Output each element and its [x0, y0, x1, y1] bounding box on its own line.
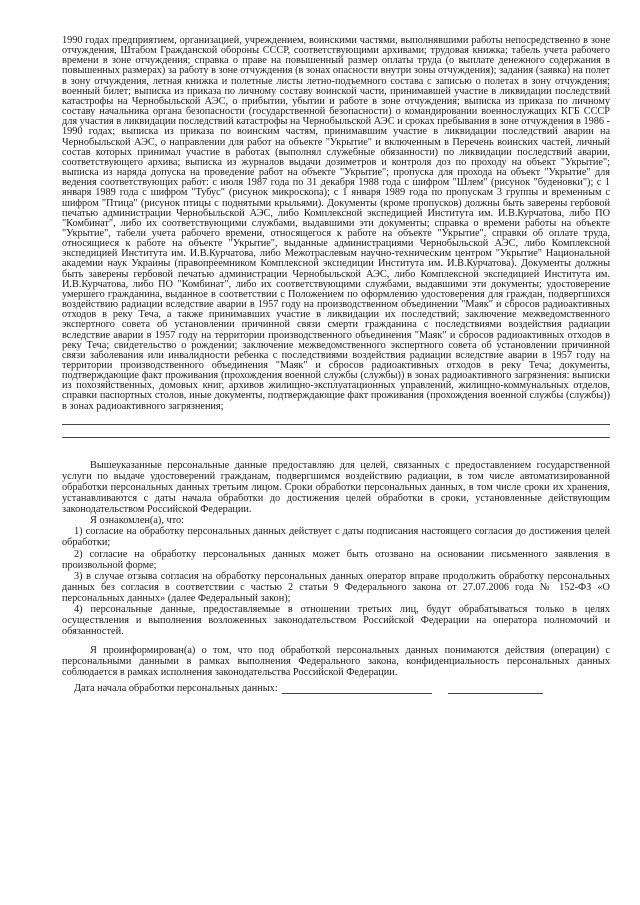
documents-list-section: [62, 36, 610, 438]
consent-item-3: 3) в случае отзыва согласия на обработку персональных данных оператор вправе продолжить обработку персональных данных без согласия в соответствии с частью 2 статьи 9 Федерального закона от 27.07.2006 года № 152-ФЗ «О персональных данных» (далее Федеральный закон);: [62, 570, 610, 604]
blank-fill-line-1[interactable]: [62, 414, 610, 425]
acknowledged-heading: Я ознакомлен(а), что:: [90, 515, 185, 527]
processing-date-field[interactable]: [282, 684, 432, 694]
consent-item-2: 2) согласие на обработку персональных данных может быть отозвано на основании письменного заявления в произвольной форме;: [62, 548, 610, 571]
document-page: [62, 36, 610, 694]
consent-item-1: 1) согласие на обработку персональных данных действует с даты подписания настоящего согласия до достижения целей обработки;: [62, 526, 610, 549]
consent-intro-paragraph: Вышеуказанные персональные данные предоставляю для целей, связанных с предоставлением государственной услуги по выдаче удостоверений гражданам, подвергшимся воздействию радиации, в том числе автоматизированной обработки персональных данных третьим лицом. Сроки обработки персональных данных, в том числе сроки их хранения, устанавливаются с даты начала обработки до достижения целей обработки в сроки, установленные действующим законодательством Российской Федерации.: [62, 459, 610, 516]
consent-section: [62, 460, 610, 694]
processing-date-row: [62, 683, 610, 694]
spacer: [62, 637, 610, 645]
blank-fill-line-2[interactable]: [62, 427, 610, 438]
consent-item-4: 4) персональные данные, предоставляемые в отношении третьих лиц, будут обрабатываться только в целях осуществления и выполнения возложенных законодательством Российской Федерации на оператора полномочий и обязанностей.: [62, 604, 610, 638]
informed-paragraph: Я проинформирован(а) о том, что под обработкой персональных данных понимаются действия (операции) с персональными данными в рамках выполнения Федерального закона, конфиденциальность персональных данных соблюдается в рамках исполнения законодательства Российской Федерации.: [62, 645, 610, 679]
signature-field[interactable]: [448, 684, 543, 694]
processing-date-label: Дата начала обработки персональных данных:: [74, 682, 278, 694]
documents-list-paragraph: 1990 годах предприятием, организацией, учреждением, воинскими частями, выполнявшими работы непосредственно в зоне отчуждения, Штабом Гражданской обороны СССР, соответствующими архивами; трудовая книжка; табель учета рабочего времени в зоне отчуждения; справка о праве на повышенный размер оплаты труда (о выплате денежного содержания в повышенных размерах) за работу в зоне отчуждения (в зонах опасности внутри зоны отчуждения); задания (заявка) на полет в зону отчуждения, летная книжка и полетные листы летно-подъемного состава с записью о полетах в зону отчуждения; военный билет; выписка из приказа по личному составу воинской части, принимавшей участие в ликвидации последствий катастрофы на Чернобыльской АЭС, о прибытии, убытии и работе в зоне отчуждения; выписка из приказа по личному составу начальника органа безопасности (государственной безопасности) о командировании военнослужащих КГБ СССР для участия в ликвидации последствий катастрофы на Чернобыльской АЭС и сроках пребывания в зоне отчуждения в 1986 - 1990 годах; выписка из приказа по воинским частям, принимавшим участие в ликвидации последствий аварии на Чернобыльской АЭС, о направлении для работ на объекте "Укрытие" и включенным в Перечень воинских частей, личный состав которых принимал участие в работах (выполнял служебные обязанности) по ликвидации последствий аварии, соответствующего архива; выписка из журналов выдачи дозиметров и контроля доз по проходу на объект "Укрытие"; выписка из наряда допуска на проведение работ на объекте "Укрытие"; пропуска для прохода на объект "Укрытие" для ведения соответствующих работ: с июля 1987 года по 31 декабря 1988 года с шифром "Шлем" (рисунок "буденовки"); с 1 января 1989 года с шифром "Тубус" (рисунок микроскопа); с 1 января 1989 года по пропускам 3 группы и временным с шифром "Птица" (рисунок птицы с поднятыми крыльями). Документы (кроме пропусков) должны быть заверены гербовой печатью администрации Чернобыльской АЭС, либо Комплексной экспедицией Института им. И.В.Курчатова, либо ПО "Комбинат", либо их соответствующими службами, выдавшими эти документы; справка о времени работы на объекте "Укрытие", табели учета рабочего времени, относящегося к работе на объекте "Укрытие", справки об оплате труда, относящиеся к работе на объекте "Укрытие", выданные администрациями Чернобыльской АЭС, либо Комплексной экспедицией Института им. И.В.Курчатова, либо Межотраслевым научно-техническим центром "Укрытие" Национальной академии наук Украины (правопреемником Комплексной экспедиции Института им. И.В.Курчатова). Документы должны быть заверены гербовой печатью администрации Чернобыльской АЭС, либо Комплексной экспедицией Института им. И.В.Курчатова, либо ПО "Комбинат", либо их соответствующими службами, выдавшими эти документы; удостоверение умершего гражданина, выданное в соответствии с Положением по оформлению удостоверения для граждан, подвергшихся воздействию радиации вследствие аварии в 1957 году на производственном объединении "Маяк" и сбросов радиоактивных отходов в реку Теча, а также принимавших участие в ликвидации их последствий; заключение межведомственного экспертного совета об установлении причинной связи смерти гражданина с последствиями воздействия радиации вследствие аварии в 1957 году на территории производственного объединения "Маяк" и сбросов радиоактивных отходов в реку Теча; свидетельство о рождении; заключение межведомственного экспертного совета об установлении причинной связи заболевания или инвалидности ребенка с последствиями воздействия радиации вследствие аварии в 1957 году на территории производственного объединения "Маяк" и сбросов радиоактивных отходов в реку Теча; документы, подтверждающие факт проживания (прохождения военной службы (службы)) в зонах радиоактивного загрязнения: выписки из похозяйственных, домовых книг, архивов жилищно-эксплуатационных управлений, жилищно-коммунальных отделов, справки паспортных столов, иные документы, подтверждающие факт проживания (прохождения военной службы (службы)) в зонах радиоактивного загрязнения;: [62, 35, 610, 412]
